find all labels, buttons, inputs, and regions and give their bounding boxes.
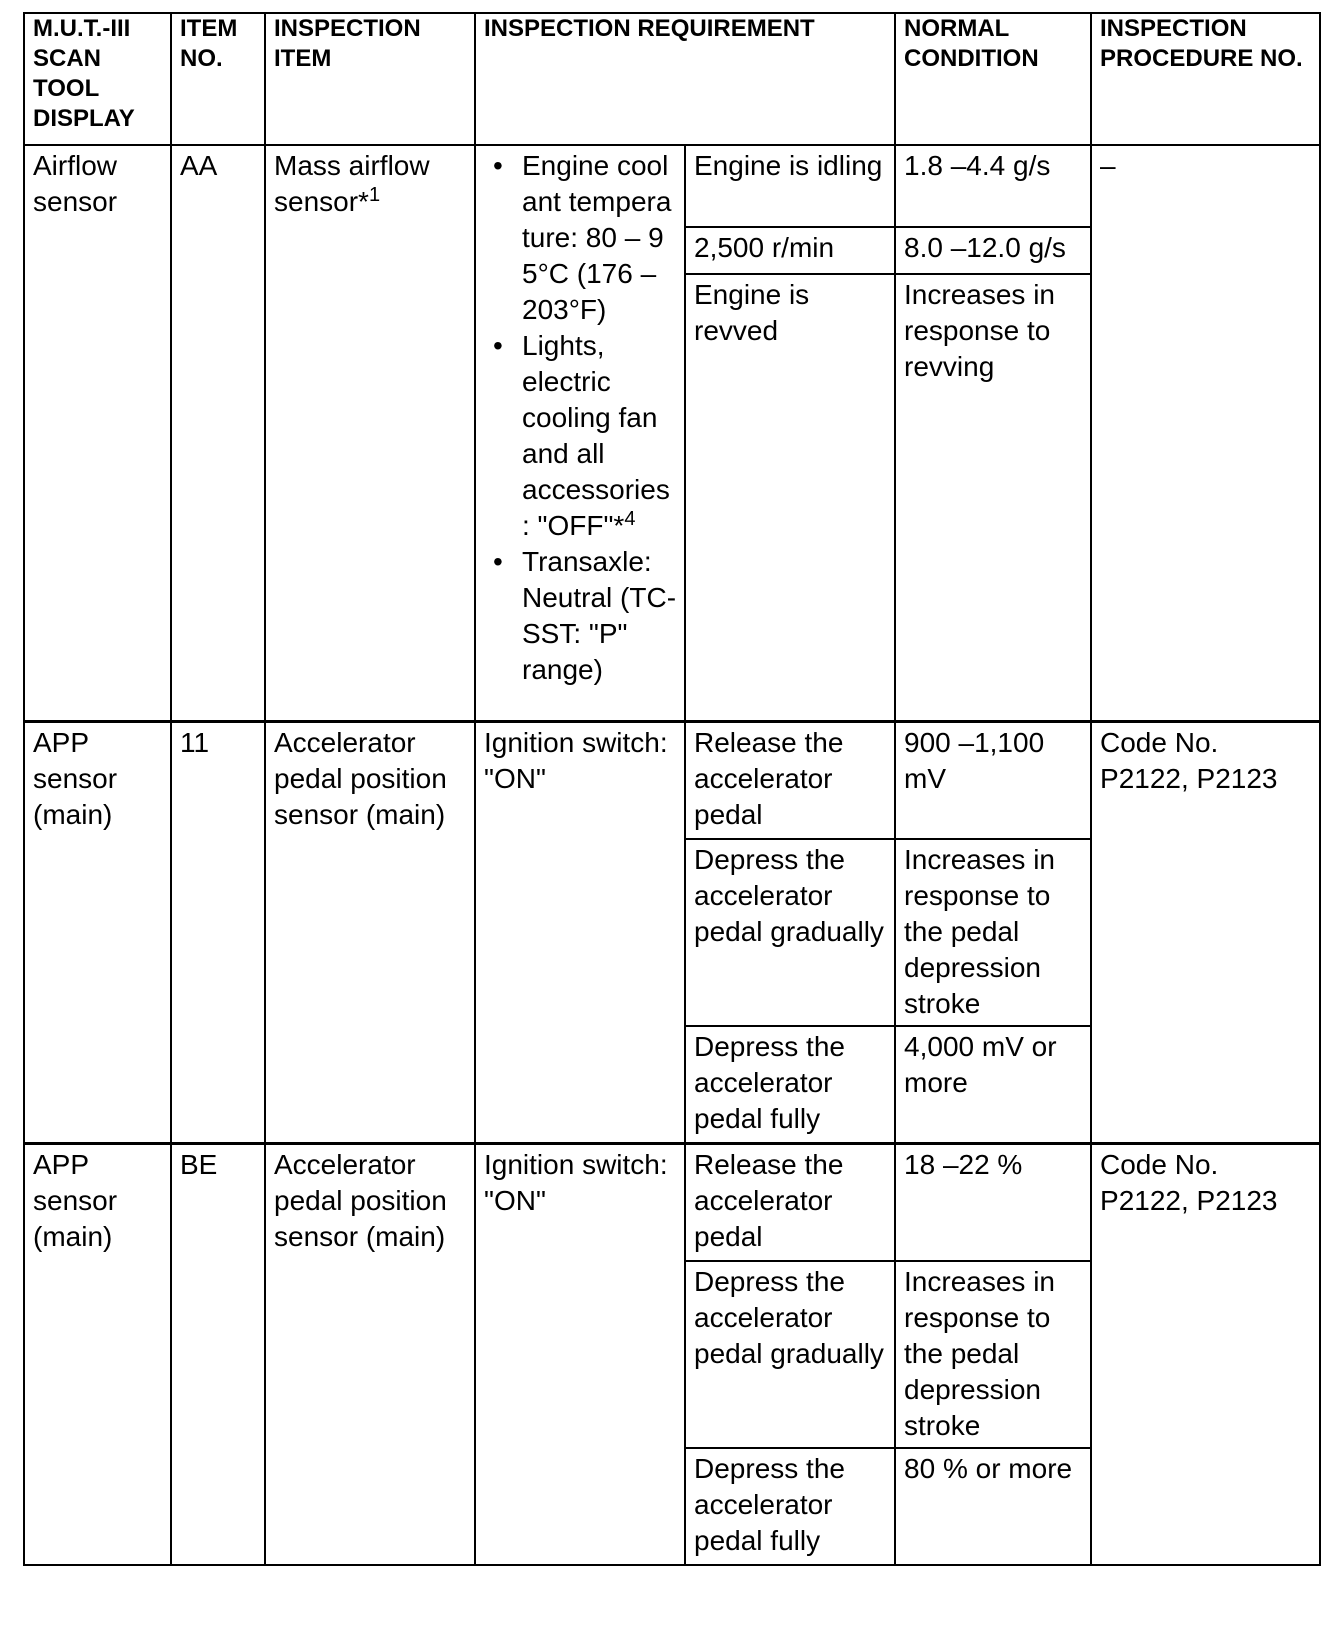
inspection-item-cell: Accelerator pedal position sensor (main) — [265, 722, 475, 1144]
table-row — [24, 145, 1320, 227]
procedure-no-cell: – — [1091, 145, 1320, 722]
requirement-condition-cell: Ignition switch: "ON" — [475, 1144, 685, 1566]
header-item-no: ITEM NO. — [171, 13, 265, 145]
scan-tool-display-cell: APP sensor (main) — [24, 1144, 171, 1566]
requirement-condition-cell: Ignition switch: "ON" — [475, 722, 685, 1144]
normal-condition-cell: Increases in response to revving — [895, 274, 1091, 722]
sub-requirement-cell: Release the accelerator pedal — [685, 722, 895, 840]
table-row — [24, 1144, 1320, 1262]
bullet-icon: • — [493, 546, 503, 577]
normal-condition-cell: Increases in response to the pedal depression stroke — [895, 839, 1091, 1026]
sub-requirement-cell: Engine is idling — [685, 145, 895, 227]
list-item — [484, 544, 677, 688]
header-row — [24, 13, 1320, 145]
sub-requirement-cell: Depress the accelerator pedal fully — [685, 1026, 895, 1144]
list-item — [484, 328, 677, 544]
normal-condition-cell: 900 –1,100 mV — [895, 722, 1091, 840]
sub-requirement-cell: 2,500 r/min — [685, 227, 895, 274]
header-normal-condition: NORMAL CONDITION — [895, 13, 1091, 145]
normal-condition-cell: 8.0 –12.0 g/s — [895, 227, 1091, 274]
normal-condition-cell: 1.8 –4.4 g/s — [895, 145, 1091, 227]
condition-list — [484, 148, 677, 688]
inspection-item-cell: Accelerator pedal position sensor (main) — [265, 1144, 475, 1566]
sub-requirement-cell: Depress the accelerator pedal gradually — [685, 1261, 895, 1448]
bullet-icon: • — [493, 330, 503, 361]
procedure-no-cell: Code No. P2122, P2123 — [1091, 722, 1320, 1144]
normal-condition-cell: Increases in response to the pedal depression stroke — [895, 1261, 1091, 1448]
header-inspection-requirement: INSPECTION REQUIREMENT — [475, 13, 895, 145]
table-row — [24, 722, 1320, 840]
normal-condition-cell: 4,000 mV or more — [895, 1026, 1091, 1144]
inspection-table — [23, 12, 1321, 1566]
normal-condition-cell: 18 –22 % — [895, 1144, 1091, 1262]
requirement-conditions-cell — [475, 145, 685, 722]
item-no-cell: BE — [171, 1144, 265, 1566]
inspection-item-text: Mass airflow sensor* — [274, 150, 430, 217]
sub-requirement-cell: Depress the accelerator pedal fully — [685, 1448, 895, 1565]
item-no-cell: AA — [171, 145, 265, 722]
normal-condition-cell: 80 % or more — [895, 1448, 1091, 1565]
condition-text: Transaxle: Neutral (TC-SST: "P" range) — [522, 546, 677, 685]
sub-requirement-cell: Release the accelerator pedal — [685, 1144, 895, 1262]
condition-text: Engine coolant temperature: 80 – 95°C (176 – 203°F) — [522, 150, 672, 325]
inspection-item-cell — [265, 145, 475, 722]
procedure-no-cell: Code No. P2122, P2123 — [1091, 1144, 1320, 1566]
bullet-icon: • — [493, 150, 503, 181]
scan-tool-display-cell: Airflow sensor — [24, 145, 171, 722]
footnote-marker: 1 — [368, 184, 381, 206]
header-inspection-item: INSPECTION ITEM — [265, 13, 475, 145]
sub-requirement-cell: Depress the accelerator pedal gradually — [685, 839, 895, 1026]
sub-requirement-cell: Engine is revved — [685, 274, 895, 722]
header-inspection-procedure-no: INSPECTION PROCEDURE NO. — [1091, 13, 1320, 145]
header-scan-tool-display: M.U.T.-III SCAN TOOL DISPLAY — [24, 13, 171, 145]
scan-tool-display-cell: APP sensor (main) — [24, 722, 171, 1144]
list-item — [484, 148, 677, 328]
item-no-cell: 11 — [171, 722, 265, 1144]
condition-text: Lights, electric cooling fan and all accessories : "OFF"* — [522, 330, 670, 541]
footnote-marker: 4 — [624, 508, 636, 530]
